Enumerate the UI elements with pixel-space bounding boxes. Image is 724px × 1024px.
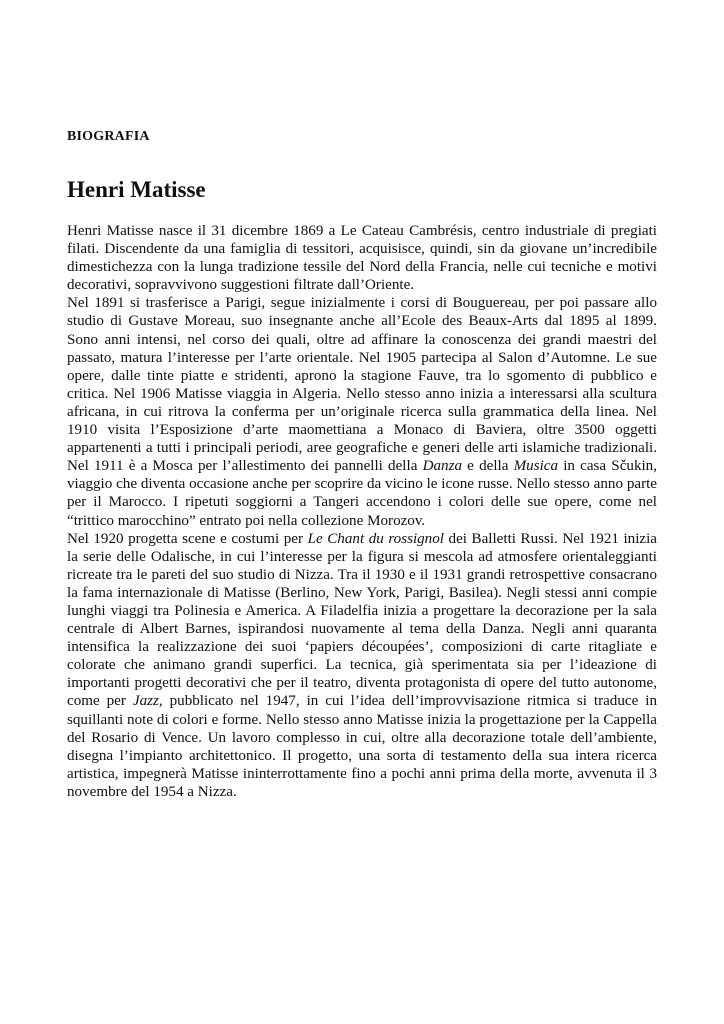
- italic-title: Danza: [422, 458, 462, 475]
- text-run: in casa Sčukin, viaggio che diventa occasione anche per scoprire da vicino le icone russe. Nello stesso anno parte per il Marocco. I ripetuti soggiorni a Tangeri accendono i colori delle sue opere, come nel “trittico marocchino” entrato poi nella collezione Morozov.: [67, 458, 658, 529]
- paragraph-3: [67, 530, 657, 801]
- text-run: Nel 1920 progetta scene e costumi per: [67, 530, 308, 547]
- paragraph-1: [67, 222, 657, 294]
- text-run: Henri Matisse nasce il 31 dicembre 1869 a Le Cateau Cambrésis, centro industriale di pregiati filati. Discendente da una famiglia di tessitori, acquisisce, quindi, sin da giovane un’incredibile dimestichezza con la lunga tradizione tessile del Nord della Francia, nelle cui tecniche e motivi decorativi, sopravvivono suggestioni filtrate dall’Oriente.: [67, 223, 657, 294]
- text-run: dei Balletti Russi. Nel 1921 inizia la serie delle Odalische, in cui l’interesse per la figura si mescola ad atmosfere orientaleggianti ricreate tra le pareti del suo studio di Nizza. Tra il 1930 e il 1931 grandi retrospettive consacrano la fama internazionale di Matisse (Berlino, New York, Parigi, Basilea). Negli stessi anni compie lunghi viaggi tra Polinesia e America. A Filadelfia inizia a progettare la decorazione per la sala centrale di Albert Barnes, ispirandosi nuovamente al tema della Danza. Negli anni quaranta intensifica la realizzazione dei suoi ‘papiers découpées’, composizioni di carte ritagliate e colorate che animano grandi superfici. La tecnica, già sperimentata sia per l’ideazione di importanti progetti decorativi che per il teatro, diventa protagonista di opere del tutto autonome, come per: [67, 530, 658, 710]
- document-title: Henri Matisse: [67, 177, 206, 202]
- italic-title: Le Chant du rossignol: [307, 530, 444, 547]
- text-run: e della: [462, 458, 514, 475]
- italic-title: Musica: [513, 458, 559, 475]
- section-label: BIOGRAFIA: [67, 129, 150, 144]
- italic-title: Jazz: [132, 693, 159, 710]
- paragraph-2: [67, 294, 657, 529]
- biography-text: [67, 222, 657, 801]
- text-run: , pubblicato nel 1947, in cui l’idea dell’improvvisazione ritmica si traduce in squillanti note di colori e forme. Nello stesso anno Matisse inizia la progettazione per la Cappella del Rosario di Vence. Un lavoro complesso in cui, oltre alla decorazione totale dell’ambiente, disegna l’impianto architettonico. Il progetto, una sorta di testamento della sua intera ricerca artistica, impegnerà Matisse ininterrottamente fino a pochi anni prima della morte, avvenuta il 3 novembre del 1954 a Nizza.: [67, 693, 657, 800]
- document-page: [67, 128, 657, 801]
- text-run: Nel 1891 si trasferisce a Parigi, segue inizialmente i corsi di Bouguereau, per poi passare allo studio di Gustave Moreau, suo insegnante anche all’Ecole des Beaux-Arts dal 1895 al 1899. Sono anni intensi, nel corso dei quali, oltre ad affinare la conoscenza dei grandi maestri del passato, matura l’interesse per l’arte orientale. Nel 1905 partecipa al Salon d’Automne. Le sue opere, dalle tinte piatte e stridenti, aprono la stagione Fauve, tra lo sgomento di pubblico e critica. Nel 1906 Matisse viaggia in Algeria. Nello stesso anno inizia a interessarsi alla scultura africana, in cui ritrova la conferma per un’originale ricerca sulla grammatica della linea. Nel 1910 visita l’Esposizione d’arte maomettiana a Monaco di Baviera, oltre 3500 oggetti appartenenti a tutti i principali periodi, aree geografiche e generi delle arti islamiche tradizionali. Nel 1911 è a Mosca per l’allestimento dei pannelli della: [67, 295, 657, 475]
